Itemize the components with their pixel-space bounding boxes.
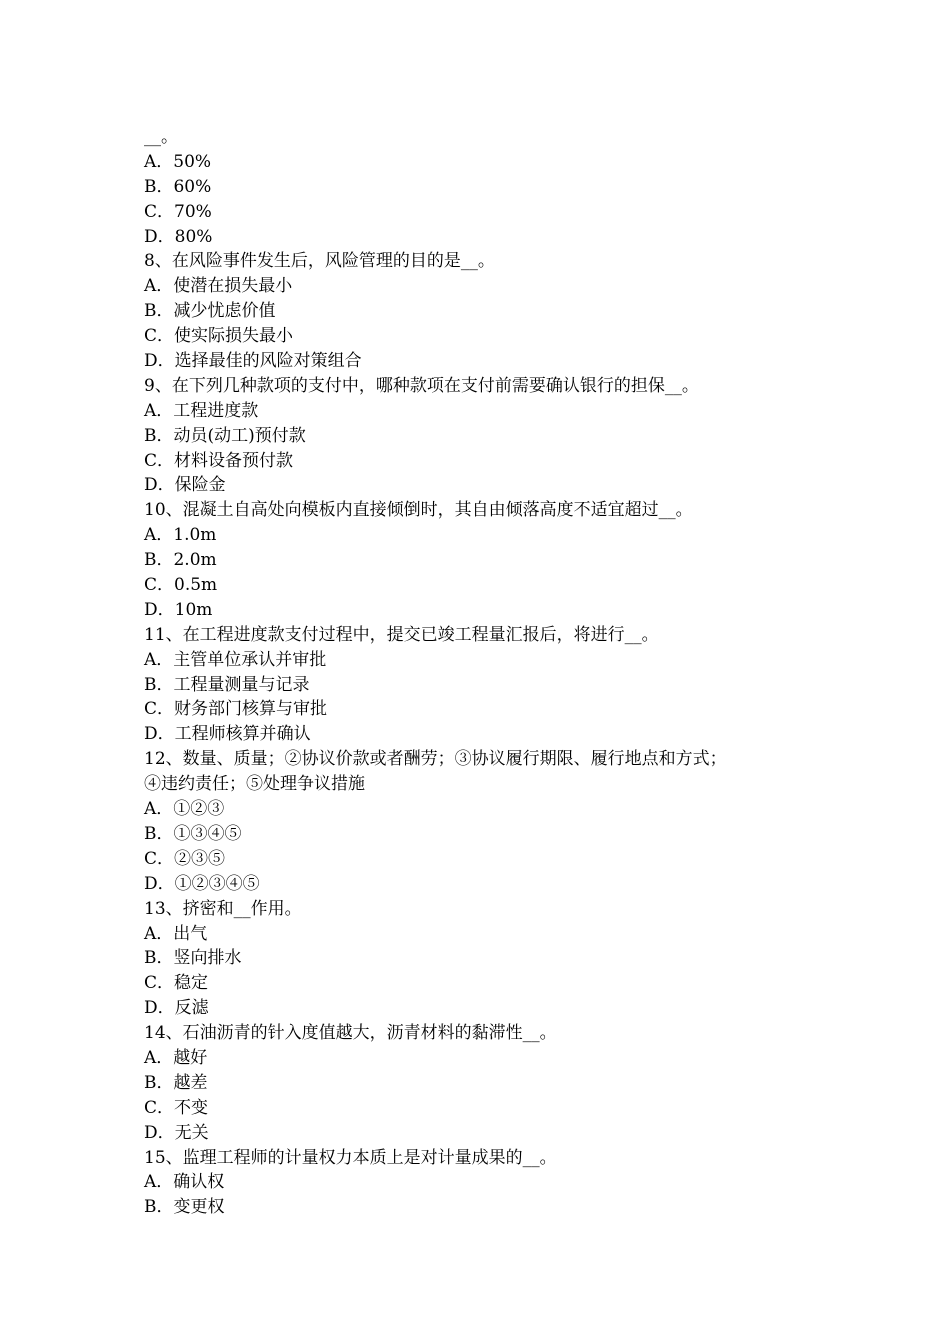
answer-option: B．2.0m bbox=[144, 550, 217, 571]
answer-option: C．使实际损失最小 bbox=[144, 326, 294, 347]
answer-option: B．越差 bbox=[144, 1072, 208, 1093]
answer-option: C．稳定 bbox=[144, 973, 209, 994]
answer-option: C．不变 bbox=[144, 1097, 209, 1118]
question-stem: 8、在风险事件发生后，风险管理的目的是__。 bbox=[144, 251, 495, 272]
answer-option: B．减少忧虑价值 bbox=[144, 301, 276, 322]
continuation-line: __。 bbox=[144, 127, 178, 147]
answer-option: D．80% bbox=[144, 226, 213, 247]
answer-option: A．工程进度款 bbox=[144, 400, 259, 421]
continuation-line: ④违约责任；⑤处理争议措施 bbox=[144, 774, 365, 795]
answer-option: A．50% bbox=[144, 151, 212, 172]
answer-option: B．动员(动工)预付款 bbox=[144, 425, 306, 446]
question-stem: 10、混凝土自高处向模板内直接倾倒时，其自由倾落高度不适宜超过__。 bbox=[144, 500, 693, 521]
answer-option: C．财务部门核算与审批 bbox=[144, 699, 328, 720]
answer-option: C．②③⑤ bbox=[144, 848, 226, 869]
question-stem: 13、挤密和__作用。 bbox=[144, 898, 302, 919]
question-stem: 15、监理工程师的计量权力本质上是对计量成果的__。 bbox=[144, 1147, 557, 1168]
document-page bbox=[144, 125, 824, 1220]
answer-option: A．确认权 bbox=[144, 1172, 225, 1193]
answer-option: D．①②③④⑤ bbox=[144, 873, 260, 894]
answer-option: A．1.0m bbox=[144, 525, 217, 546]
answer-option: B．变更权 bbox=[144, 1197, 225, 1218]
answer-option: B．60% bbox=[144, 176, 212, 197]
answer-option: D．无关 bbox=[144, 1122, 209, 1143]
question-stem: 12、数量、质量；②协议价款或者酬劳；③协议履行期限、履行地点和方式； bbox=[144, 749, 727, 770]
answer-option: D．10m bbox=[144, 599, 213, 620]
answer-option: B．①③④⑤ bbox=[144, 823, 242, 844]
answer-option: B．工程量测量与记录 bbox=[144, 674, 310, 695]
answer-option: D．选择最佳的风险对策组合 bbox=[144, 351, 362, 372]
answer-option: C．70% bbox=[144, 201, 212, 222]
answer-option: C．0.5m bbox=[144, 575, 218, 596]
answer-option: C．材料设备预付款 bbox=[144, 450, 294, 471]
answer-option: B．竖向排水 bbox=[144, 948, 242, 969]
answer-option: A．使潜在损失最小 bbox=[144, 276, 293, 297]
answer-option: D．工程师核算并确认 bbox=[144, 724, 311, 745]
answer-option: A．①②③ bbox=[144, 799, 225, 820]
answer-option: A．越好 bbox=[144, 1047, 208, 1068]
question-stem: 14、石油沥青的针入度值越大，沥青材料的黏滞性__。 bbox=[144, 1023, 557, 1044]
answer-option: D．反滤 bbox=[144, 998, 209, 1019]
question-stem: 11、在工程进度款支付过程中，提交已竣工程量汇报后，将进行__。 bbox=[144, 624, 659, 645]
answer-option: A．出气 bbox=[144, 923, 208, 944]
question-stem: 9、在下列几种款项的支付中，哪种款项在支付前需要确认银行的担保__。 bbox=[144, 375, 699, 396]
answer-option: D．保险金 bbox=[144, 475, 226, 496]
answer-option: A．主管单位承认并审批 bbox=[144, 649, 327, 670]
